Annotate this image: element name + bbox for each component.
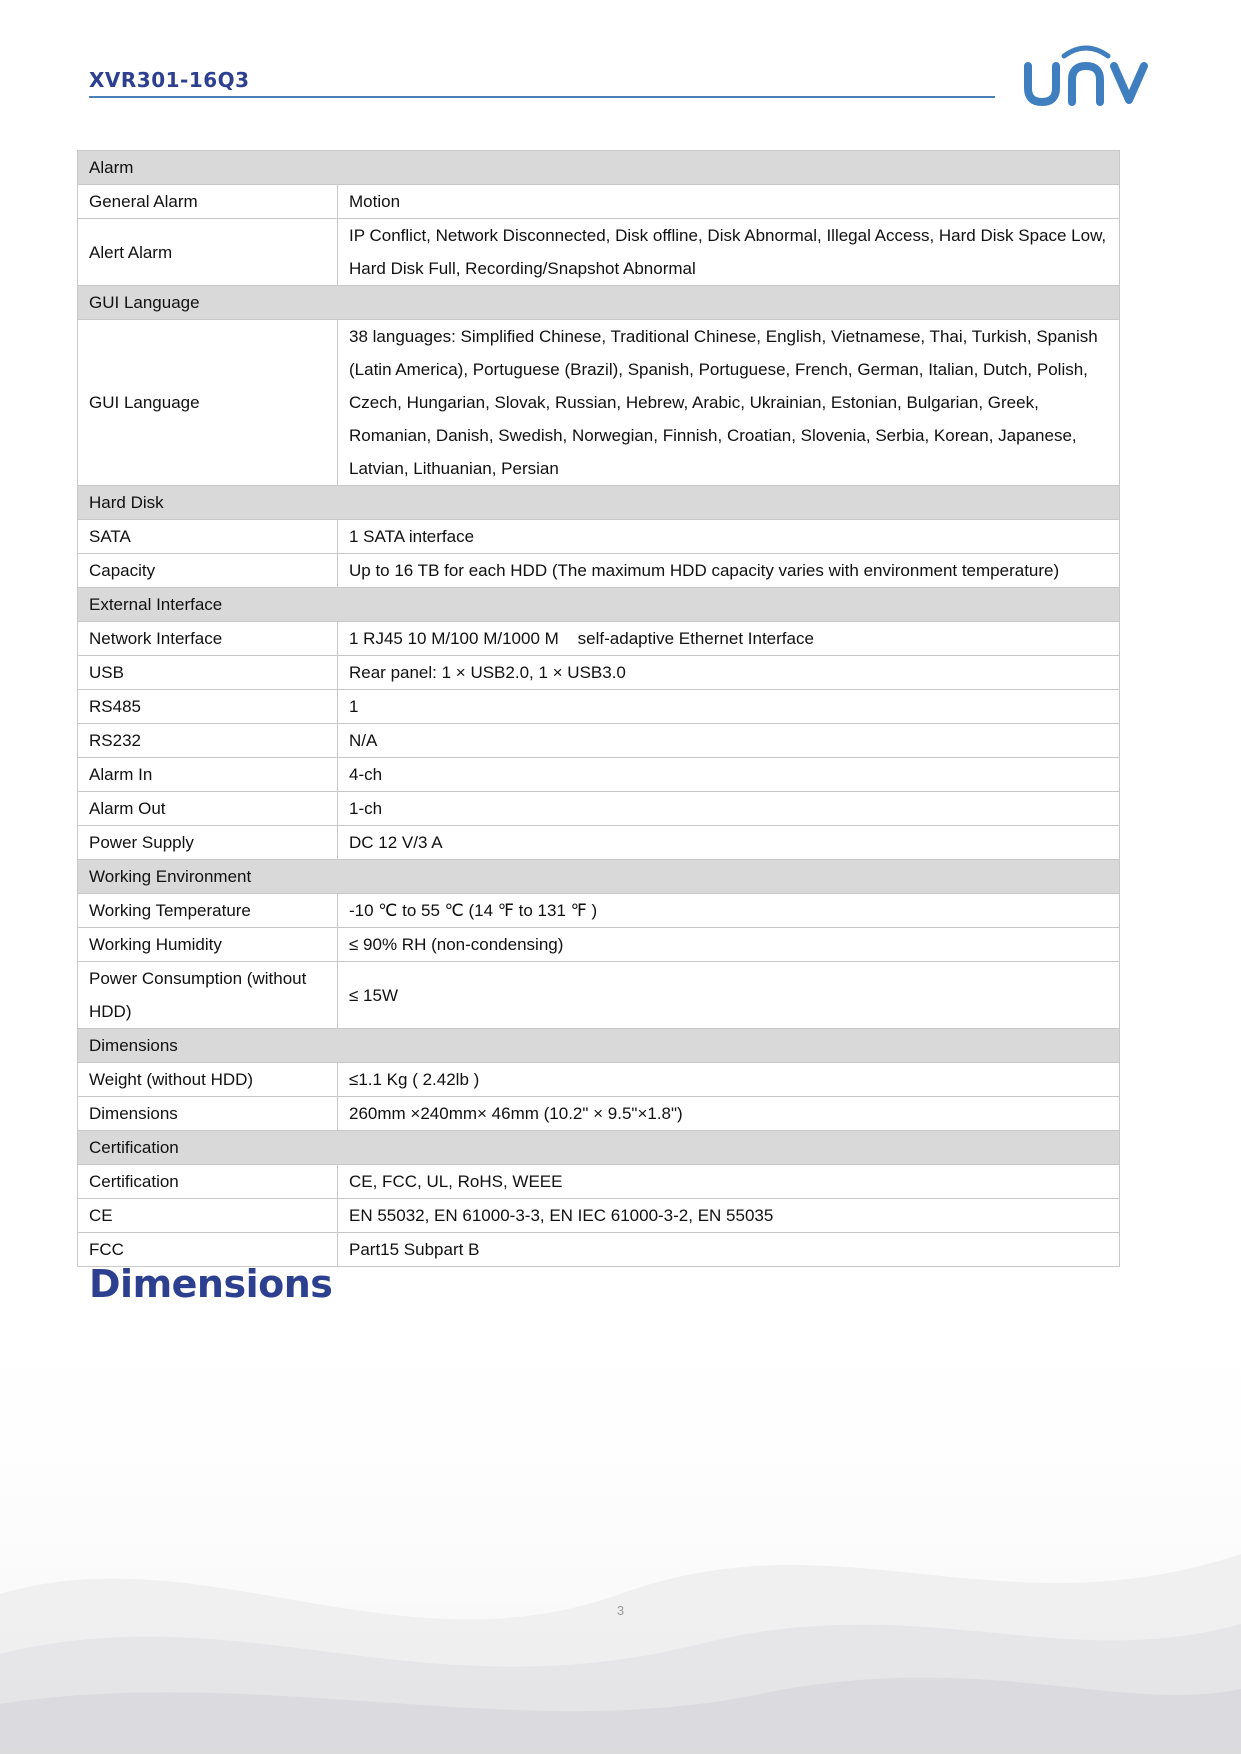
spec-label: Weight (without HDD): [78, 1063, 338, 1097]
section-row-alarm: [78, 151, 1120, 185]
spec-value: Rear panel: 1 × USB2.0, 1 × USB3.0: [338, 656, 1120, 690]
table-row: [78, 928, 1120, 962]
spec-value: -10 ℃ to 55 ℃ (14 ℉ to 131 ℉ ): [338, 894, 1120, 928]
spec-value: 1: [338, 690, 1120, 724]
dimensions-heading: Dimensions: [89, 1262, 333, 1306]
spec-value: N/A: [338, 724, 1120, 758]
spec-label: GUI Language: [78, 320, 338, 486]
spec-value: DC 12 V/3 A: [338, 826, 1120, 860]
specifications-table: [77, 150, 1120, 1267]
section-title: Working Environment: [78, 860, 1120, 894]
spec-value: 260mm ×240mm× 46mm (10.2" × 9.5"×1.8"): [338, 1097, 1120, 1131]
table-row: [78, 320, 1120, 486]
spec-label: Working Temperature: [78, 894, 338, 928]
section-title: Certification: [78, 1131, 1120, 1165]
spec-label: Certification: [78, 1165, 338, 1199]
spec-label: General Alarm: [78, 185, 338, 219]
table-row: [78, 724, 1120, 758]
table-row: [78, 554, 1120, 588]
table-row: [78, 1165, 1120, 1199]
section-row-certification: [78, 1131, 1120, 1165]
section-row-gui-language: [78, 286, 1120, 320]
section-row-external-interface: [78, 588, 1120, 622]
table-row: [78, 894, 1120, 928]
table-row: [78, 826, 1120, 860]
spec-value: Up to 16 TB for each HDD (The maximum HDD capacity varies with environment temperature): [338, 554, 1120, 588]
section-row-dimensions: [78, 1029, 1120, 1063]
spec-value: EN 55032, EN 61000-3-3, EN IEC 61000-3-2, EN 55035: [338, 1199, 1120, 1233]
spec-label: Power Consumption (without HDD): [78, 962, 338, 1029]
table-row: [78, 622, 1120, 656]
spec-value: ≤1.1 Kg ( 2.42lb ): [338, 1063, 1120, 1097]
spec-label: RS485: [78, 690, 338, 724]
spec-value: 38 languages: Simplified Chinese, Traditional Chinese, English, Vietnamese, Thai, Turkish, Spanish (Latin America), Portuguese (Brazil), Spanish, Portuguese, French, German, Italian, Dutch, Polish, Czech, Hungarian, Slovak, Russian, Hebrew, Arabic, Ukrainian, Estonian, Bulgarian, Greek, Romanian, Danish, Swedish, Norwegian, Finnish, Croatian, Slovenia, Serbia, Korean, Japanese, Latvian, Lithuanian, Persian: [338, 320, 1120, 486]
spec-label: Alarm In: [78, 758, 338, 792]
spec-label: CE: [78, 1199, 338, 1233]
spec-value: IP Conflict, Network Disconnected, Disk offline, Disk Abnormal, Illegal Access, Hard Disk Space Low, Hard Disk Full, Recording/Snapshot Abnormal: [338, 219, 1120, 286]
table-row: [78, 1199, 1120, 1233]
section-title: GUI Language: [78, 286, 1120, 320]
section-row-working-environment: [78, 860, 1120, 894]
spec-label: SATA: [78, 520, 338, 554]
spec-value: 1 RJ45 10 M/100 M/1000 M self-adaptive Ethernet Interface: [338, 622, 1120, 656]
table-row: [78, 1063, 1120, 1097]
spec-label: FCC: [78, 1233, 338, 1267]
spec-label: USB: [78, 656, 338, 690]
spec-value: 1 SATA interface: [338, 520, 1120, 554]
spec-value: Motion: [338, 185, 1120, 219]
table-row: [78, 219, 1120, 286]
document-model-title: XVR301-16Q3: [89, 68, 250, 92]
section-title: Dimensions: [78, 1029, 1120, 1063]
spec-label: Working Humidity: [78, 928, 338, 962]
spec-value: CE, FCC, UL, RoHS, WEEE: [338, 1165, 1120, 1199]
table-row: [78, 792, 1120, 826]
spec-value: ≤ 15W: [338, 962, 1120, 1029]
spec-value: 1-ch: [338, 792, 1120, 826]
spec-value: Part15 Subpart B: [338, 1233, 1120, 1267]
table-row: [78, 962, 1120, 1029]
table-row: [78, 1097, 1120, 1131]
spec-label: Capacity: [78, 554, 338, 588]
spec-label: Network Interface: [78, 622, 338, 656]
table-row: [78, 520, 1120, 554]
section-title: Alarm: [78, 151, 1120, 185]
spec-label: RS232: [78, 724, 338, 758]
spec-label: Alarm Out: [78, 792, 338, 826]
unv-logo: [1024, 42, 1148, 108]
spec-label: Power Supply: [78, 826, 338, 860]
table-row: [78, 656, 1120, 690]
spec-value: ≤ 90% RH (non-condensing): [338, 928, 1120, 962]
section-title: External Interface: [78, 588, 1120, 622]
wave-background: [0, 1294, 1241, 1754]
section-title: Hard Disk: [78, 486, 1120, 520]
section-row-hard-disk: [78, 486, 1120, 520]
header-divider: [89, 96, 995, 98]
spec-label: Dimensions: [78, 1097, 338, 1131]
spec-label: Alert Alarm: [78, 219, 338, 286]
table-row: [78, 690, 1120, 724]
table-row: [78, 758, 1120, 792]
spec-value: 4-ch: [338, 758, 1120, 792]
page-number: 3: [616, 1603, 625, 1618]
table-row: [78, 185, 1120, 219]
